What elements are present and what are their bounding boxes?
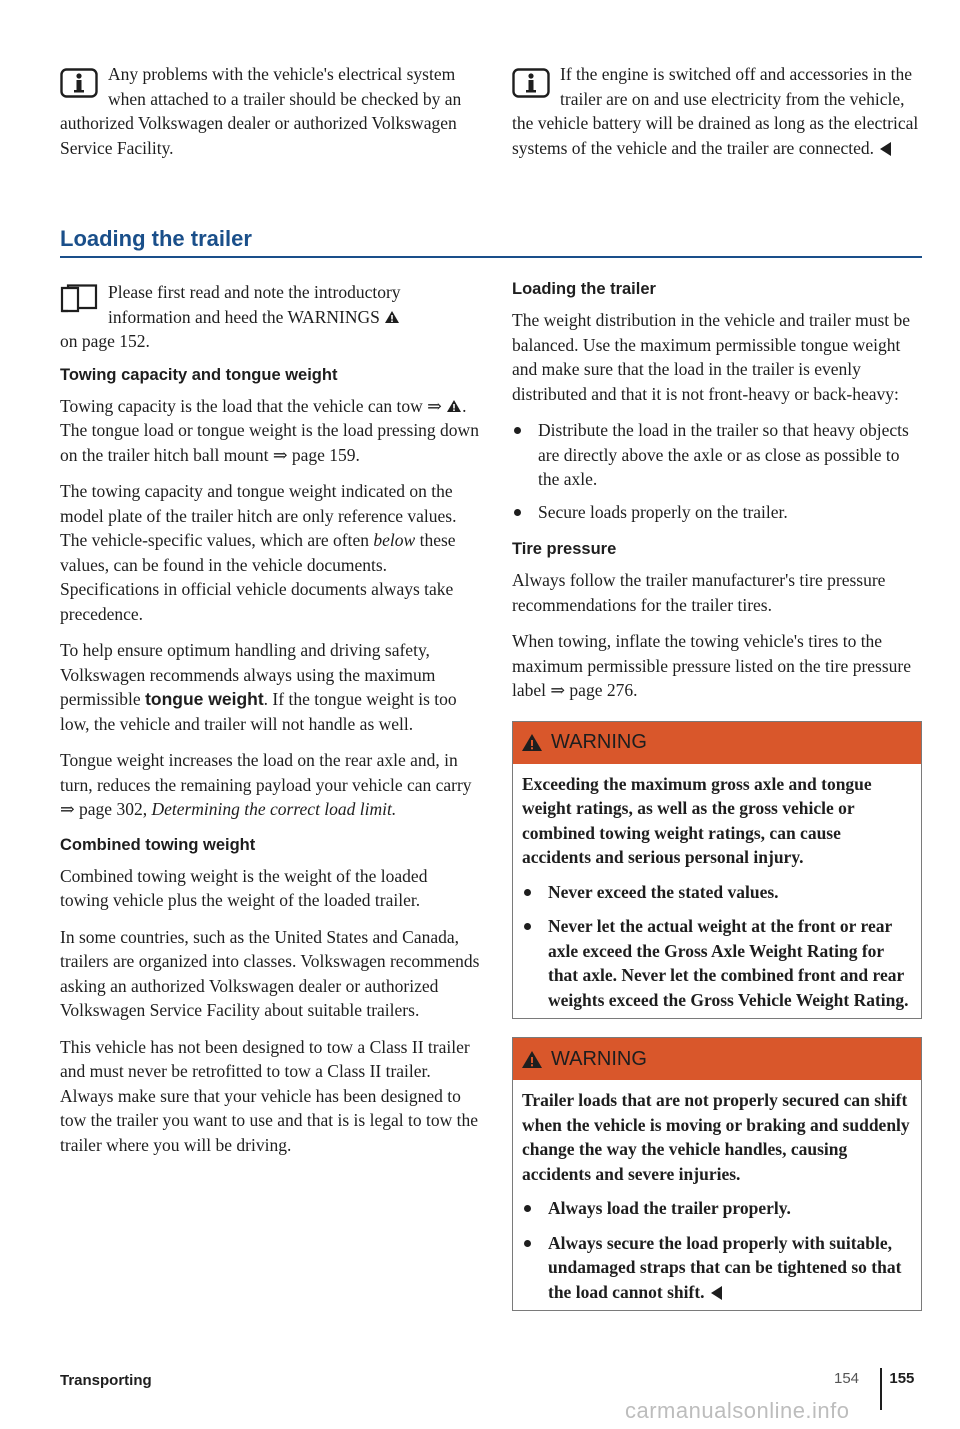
watermark: carmanualsonline.info [625, 1398, 850, 1423]
page-number-left: 154 [834, 1370, 860, 1387]
book-note [60, 280, 480, 354]
end-of-section-icon [711, 1286, 722, 1300]
warning-box-2 [512, 1037, 922, 1311]
warning-bullet: Never exceed the stated values. [522, 880, 912, 905]
warning-triangle-icon [446, 399, 462, 413]
warning-body [513, 764, 921, 1019]
book-note-text: Please first read and note the introductory information and heed the WARNINGS [108, 282, 401, 327]
towing-paragraph-4: Tongue weight increases the load on the rear axle and, in turn, reduces the remaining payload your vehicle can carry ⇒ page 302, Determining the correct load limit. [60, 750, 472, 819]
page-separator [880, 1368, 882, 1410]
warning-title: WARNING [551, 1047, 647, 1070]
footer-section-name: Transporting [60, 1372, 152, 1389]
page-numbers [834, 1370, 914, 1387]
warning-box-1 [512, 721, 922, 1020]
warning-title: WARNING [551, 731, 647, 753]
warning-bullet: Never let the actual weight at the front or rear axle exceed the Gross Axle Weight Rating for that axle. Never let the combined front and rear weights exceed the Gross Vehicle Weight Rating. [522, 914, 912, 1012]
warning-text: Trailer loads that are not properly secured can shift when the vehicle is moving or braking and suddenly change the way the vehicle handles, causing accidents and severe injuries. [522, 1090, 910, 1184]
combined-paragraph-1: Combined towing weight is the weight of the loaded towing vehicle plus the weight of the loaded trailer. [60, 865, 428, 910]
loading-paragraph: The weight distribution in the vehicle and trailer must be balanced. Use the maximum permissible tongue weight and make sure that the load in the trailer is evenly distributed and that it is not front-heavy or back-heavy: [512, 310, 911, 404]
section-divider [60, 256, 922, 258]
tire-heading: Tire pressure [512, 540, 617, 558]
info-note-icon [60, 68, 98, 98]
warning-header [513, 722, 921, 764]
tire-paragraph-2: When towing, inflate the towing vehicle's tires to the maximum permissible pressure listed on the tire pressure label ⇒ page 276. [512, 631, 912, 700]
page-number-right: 155 [889, 1370, 915, 1387]
combined-heading: Combined towing weight [60, 835, 256, 854]
combined-paragraph-3: This vehicle has not been designed to tow a Class II trailer and must never be retrofitted to tow a Class II trailer. Always make sure that your vehicle has been designed to tow the trailer you want to use and that is is legal to tow the trailer where you will be driving. [60, 1036, 478, 1155]
towing-heading: Towing capacity and tongue weight [60, 365, 338, 384]
combined-paragraph-2: In some countries, such as the United States and Canada, trailers are organized into classes. Volkswagen recommends asking an authorized Volkswagen dealer or authorized Volkswagen Service Facility about suitable trailers. [60, 926, 480, 1020]
intro-note-right [512, 62, 922, 160]
right-column [512, 280, 922, 1311]
towing-paragraph-2: The towing capacity and tongue weight indicated on the model plate of the trailer hitch are only reference values. The vehicle-specific values, which are often below these values, can be found in the vehicle documents. Specifications in official vehicle documents always take precedence. [60, 481, 457, 624]
intro-note-left [60, 62, 480, 160]
warning-bullet: Always load the trailer properly. [522, 1196, 912, 1221]
warning-body [513, 1080, 921, 1310]
book-icon [60, 284, 98, 314]
end-of-section-icon [880, 142, 891, 156]
warning-triangle-icon [384, 310, 400, 324]
tire-paragraph-1: Always follow the trailer manufacturer's tire pressure recommendations for the trailer tires. [512, 570, 886, 615]
loading-bullet-1: Distribute the load in the trailer so that heavy objects are directly above the axle or as close as possible to the axle. [512, 418, 922, 492]
warning-triangle-icon [521, 1050, 543, 1069]
book-note-page-ref: on page 152. [60, 331, 150, 351]
left-column [60, 280, 480, 1157]
loading-heading: Loading the trailer [512, 280, 656, 298]
warning-triangle-icon [521, 733, 543, 752]
intro-note-text: Any problems with the vehicle's electrical system when attached to a trailer should be checked by an authorized Volkswagen dealer or authorized Volkswagen Service Facility. [60, 64, 462, 158]
loading-bullet-2: Secure loads properly on the trailer. [512, 500, 922, 525]
info-note-icon [512, 68, 550, 98]
warning-text: Exceeding the maximum gross axle and tongue weight ratings, as well as the gross vehicle or combined towing weight ratings, can cause accidents and serious personal injury. [522, 773, 872, 867]
intro-note-right-text: If the engine is switched off and accessories in the trailer are on and use electricity from the vehicle, the vehicle battery will be drained as long as the electrical systems of the vehicle and the trailer are connected. [512, 64, 919, 158]
warning-bullet: Always secure the load properly with suitable, undamaged straps that can be tightened so that the load cannot shift. [522, 1231, 912, 1305]
section-title: Loading the trailer [60, 226, 252, 251]
warning-header [513, 1038, 921, 1080]
towing-paragraph-3: To help ensure optimum handling and driving safety, Volkswagen recommends always using the maximum permissible tongue weight. If the tongue weight is too low, the vehicle and trailer will not handle as well. [60, 640, 457, 734]
towing-paragraph-1: Towing capacity is the load that the vehicle can tow ⇒ . The tongue load or tongue weight is the load pressing down on the trailer hitch ball mount ⇒ page 159. [60, 395, 479, 465]
